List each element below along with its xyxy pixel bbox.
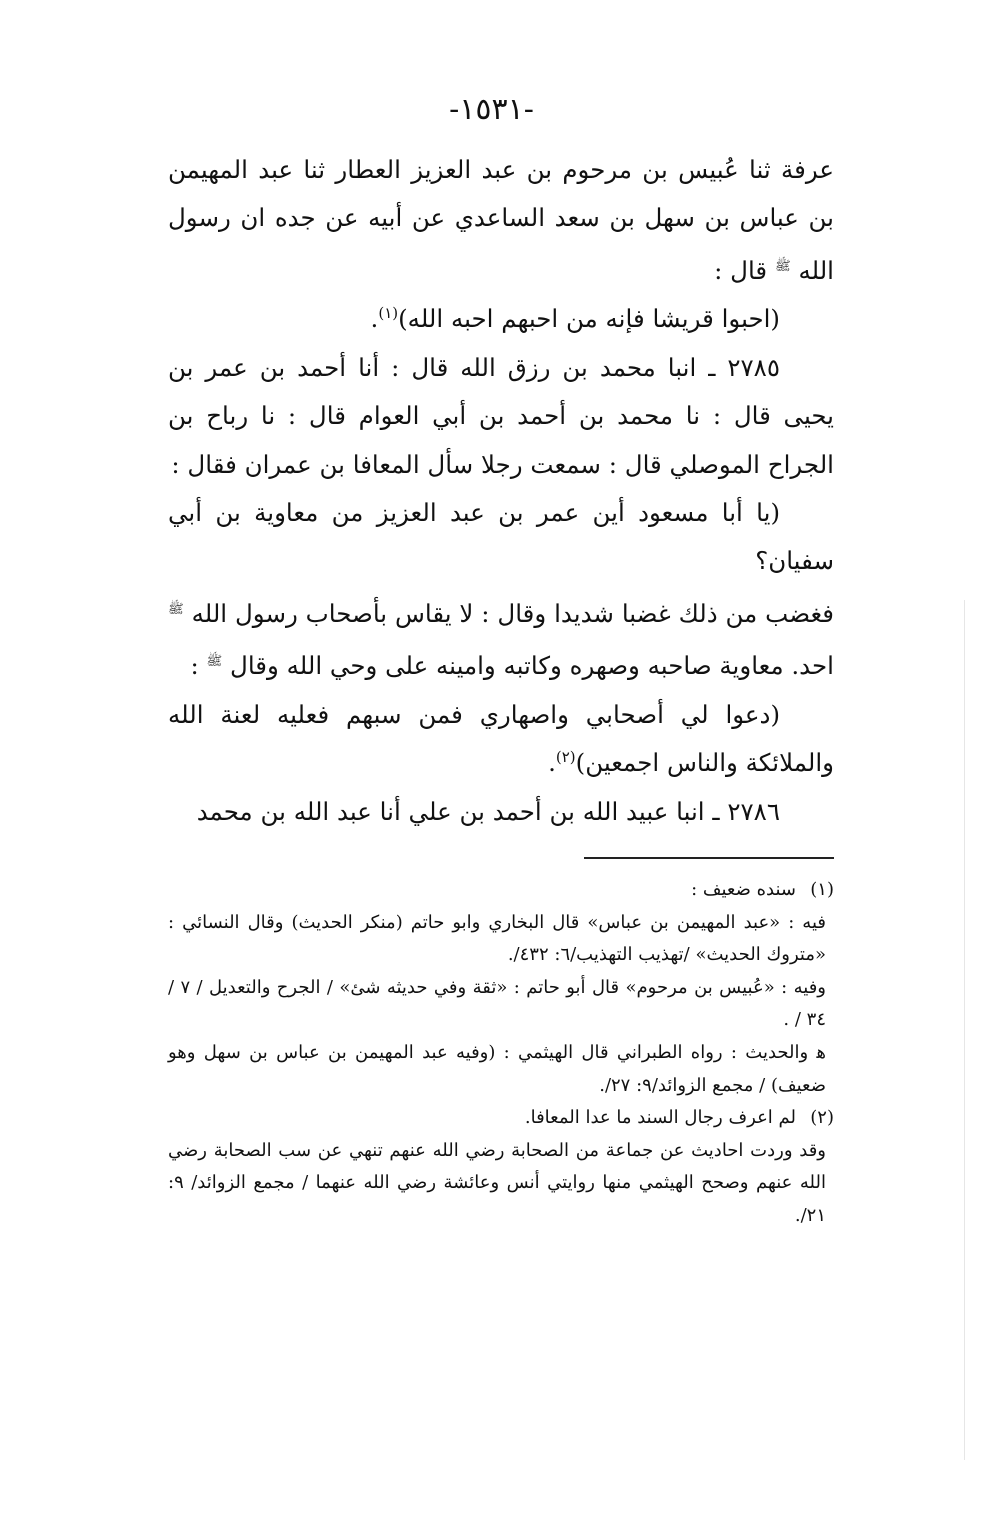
- paragraph-2786: ٢٧٨٦ ـ انبا عبيد الله بن أحمد بن علي أنا عبد الله بن محمد: [196, 796, 780, 826]
- quote-end: .: [370, 304, 379, 334]
- footnote-line: ﻫ والحديث : رواه الطبراني قال الهيثمي : (وفيه عبد المهيمن بن عباس بن سهل وهو ضعيف) / مجمع الزوائد/٩: ٢٧/.: [168, 1041, 826, 1096]
- footnotes: [168, 874, 834, 1233]
- footnote-1: [168, 874, 834, 1102]
- scan-edge-line: [964, 600, 965, 1460]
- main-text: [168, 146, 834, 836]
- quote-text: (دعوا لي أصحابي واصهاري فمن سبهم فعليه لعنة الله والملائكة والناس اجمعين): [168, 699, 834, 778]
- quote-text: (احبوا قريشا فإنه من احبهم احبه الله): [398, 304, 780, 334]
- honorific-glyph: ﷺ: [168, 601, 184, 617]
- footnote-ref-1: (١): [378, 304, 399, 323]
- footnote-ref-2: (٢): [555, 748, 576, 767]
- footnote-head: [168, 874, 834, 907]
- text-run: عرفة ثنا عُبيس بن مرحوم بن عبد العزيز العطار ثنا عبد المهيمن بن عباس بن سهل بن سعد الساعدي عن أبيه عن جده ان رسول الله: [168, 155, 834, 285]
- text-run: احد. معاوية صاحبه وصهره وكاتبه وامينه على وحي الله وقال: [230, 651, 834, 681]
- footnote-head: [168, 1102, 834, 1135]
- footnote-marker: (١): [810, 879, 834, 900]
- footnote-head-text: لم اعرف رجال السند ما عدا المعافا.: [524, 1107, 796, 1129]
- text-run: قال :: [714, 255, 768, 285]
- paragraph-2785: ٢٧٨٥ ـ انبا محمد بن رزق الله قال : أنا أحمد بن عمر بن يحيى قال : نا محمد بن أحمد بن أبي العوام قال : نا رباح بن الجراح الموصلي قال : سمعت رجلا سأل المعافا بن عمران فقال :: [168, 352, 834, 479]
- page-number: -١٥٣١-: [449, 92, 534, 127]
- paragraph-question: (يا أبا مسعود أين عمر بن عبد العزيز من معاوية بن أبي سفيان؟: [168, 498, 834, 576]
- quote-end: .: [548, 748, 556, 778]
- hadith-quote-2: [168, 691, 834, 788]
- paragraph-answer: [168, 586, 834, 691]
- footnote-head-text: سنده ضعيف :: [691, 879, 796, 900]
- paragraph-isnad-1: [168, 146, 834, 295]
- footnote-line: وقد وردت احاديث عن جماعة من الصحابة رضي الله عنهم تنهي عن سب الصحابة رضي الله عنهم وصحح الهيثمي منها روايتي أنس وعائشة رضي الله عنهما / مجمع الزوائد/ ٩: ٢١/.: [168, 1139, 826, 1226]
- footnote-marker: (٢): [810, 1107, 834, 1129]
- honorific-glyph: ﷺ: [206, 654, 223, 670]
- footnote-separator: [584, 857, 834, 859]
- honorific-glyph: ﷺ: [774, 258, 791, 274]
- footnote-line: وفيه : «عُبيس بن مرحوم» قال أبو حاتم : «ثقة وفي حديثه شئ» / الجرح والتعديل / ٧ / ٣٤ / .: [168, 976, 826, 1031]
- text-run: :: [190, 651, 199, 681]
- footnote-2: [168, 1102, 834, 1232]
- text-run: فغضب من ذلك غضبا شديدا وقال : لا يقاس بأصحاب رسول الله: [191, 598, 834, 628]
- hadith-quote-1: [168, 295, 834, 343]
- footnote-line: فيه : «عبد المهيمن بن عباس» قال البخاري وابو حاتم (منكر الحديث) وقال النسائي : «متروك الحديث» /تهذيب التهذيب/٦: ٤٣٢/.: [168, 911, 826, 966]
